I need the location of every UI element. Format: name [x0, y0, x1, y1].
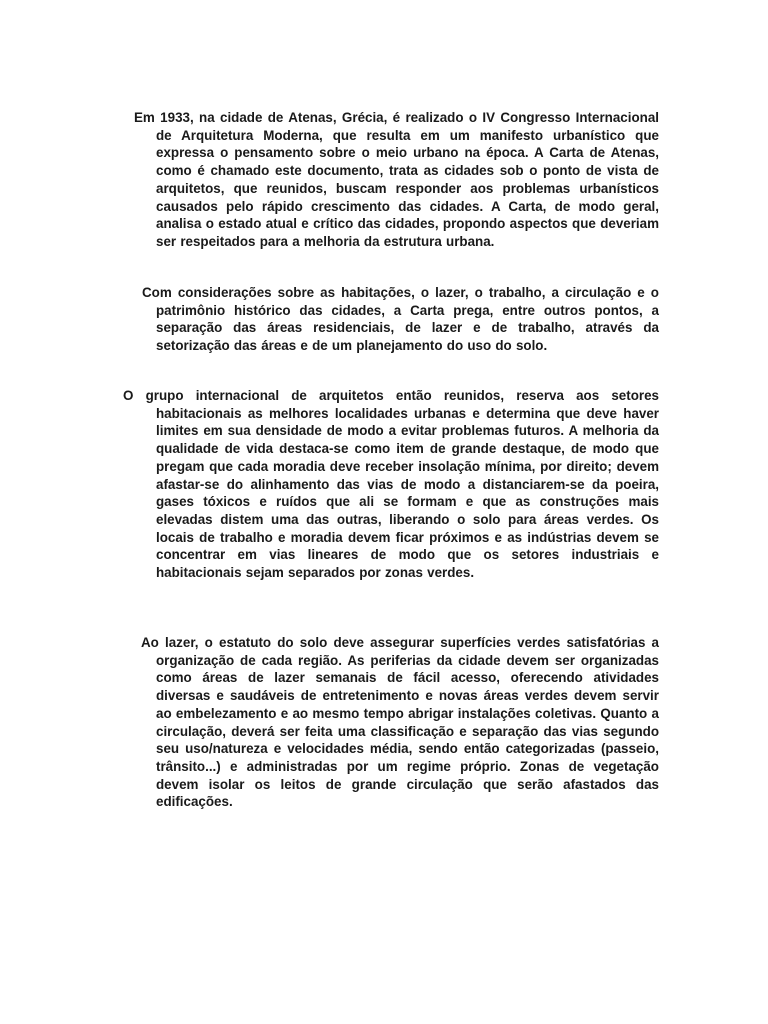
paragraph-carta-de-atenas-intro: Em 1933, na cidade de Atenas, Grécia, é realizado o IV Congresso Internacional de Arquitetura Moderna, que resulta em um manifesto urbanístico que expressa o pensamento sobre o meio urbano na época. A Carta de Atenas, como é chamado este documento, trata as cidades sob o ponto de vista de arquitetos, que reunidos, buscam responder aos problemas urbanísticos causados pelo rápido crescimento das cidades. A Carta, de modo geral, analisa o estado atual e crítico das cidades, propondo aspectos que deveriam ser respeitados para a melhoria da estrutura urbana. [134, 110, 659, 249]
paragraph-lazer-e-circulacao: Ao lazer, o estatuto do solo deve assegurar superfícies verdes satisfatórias a organização de cada região. As periferias da cidade devem ser organizadas como áreas de lazer semanais de fácil acesso, oferecendo atividades diversas e saudáveis de entretenimento e novas áreas verdes devem servir ao embelezamento e ao mesmo tempo abrigar instalações coletivas. Quanto a circulação, deverá ser feita uma classificação e separação das vias segundo seu uso/natureza e velocidades média, sendo então categorizadas (passeio, trânsito...) e administradas por um regime próprio. Zonas de vegetação devem isolar os leitos de grande circulação que serão afastados das edificações. [141, 635, 659, 810]
paragraph-setores-habitacionais: O grupo internacional de arquitetos então reunidos, reserva aos setores habitacionais as melhores localidades urbanas e determina que deve haver limites em sua densidade de modo a evitar problemas futuros. A melhoria da qualidade de vida destaca-se como item de grande destaque, de modo que pregam que cada moradia deve receber insolação mínima, por direito; devem afastar-se do alinhamento das vias de modo a distanciarem-se da poeira, gases tóxicos e ruídos que ali se formam e que as construções mais elevadas distem uma das outras, liberando o solo para áreas verdes. Os locais de trabalho e moradia devem ficar próximos e as indústrias devem se concentrar em vias lineares de modo que os setores industriais e habitacionais sejam separados por zonas verdes. [123, 388, 659, 581]
paragraph-consideracoes: Com considerações sobre as habitações, o lazer, o trabalho, a circulação e o patrimônio histórico das cidades, a Carta prega, entre outros pontos, a separação das áreas residenciais, de lazer e de trabalho, através da setorização das áreas e de um planejamento do uso do solo. [142, 285, 659, 354]
